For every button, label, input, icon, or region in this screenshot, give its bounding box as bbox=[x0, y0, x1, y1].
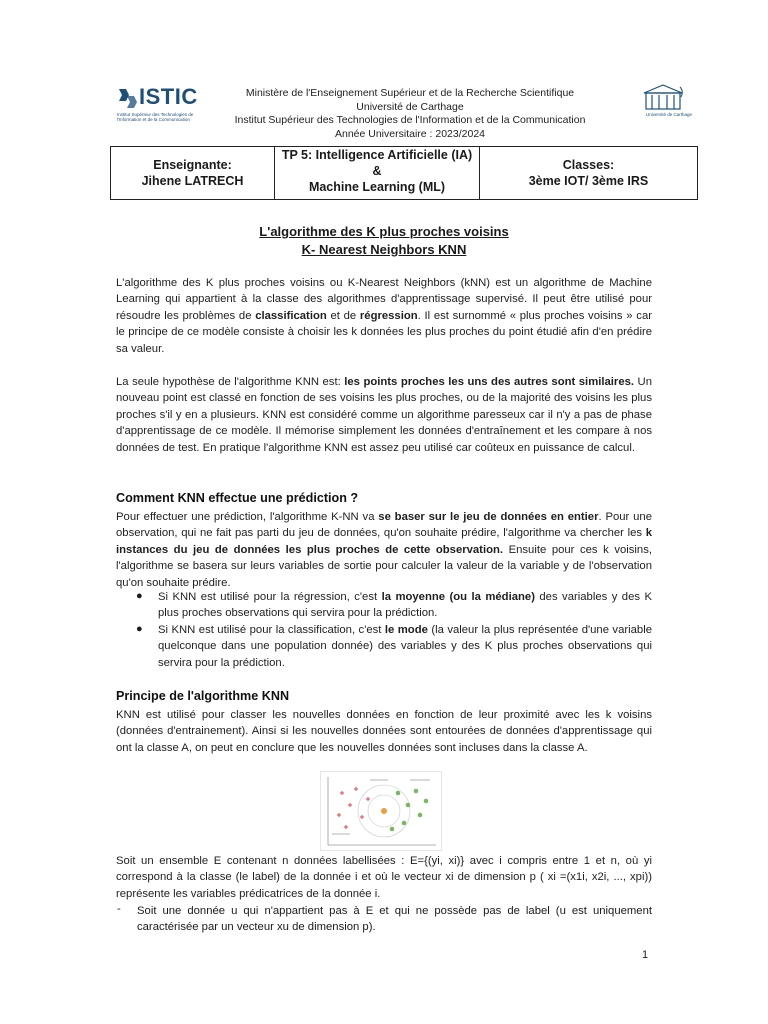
principle-paragraph: KNN est utilisé pour classer les nouvelles données en fonction de leur proximité avec les k voisins (données d'entrainement). Ainsi si les nouvelles données sont entourées de données d'apprentissage qui ont la classe A, on peut en conclure que les nouvelles données sont incluses dans la classe A. bbox=[116, 709, 652, 754]
institution-block bbox=[200, 87, 620, 141]
page-number: 1 bbox=[642, 949, 649, 961]
bold-text-run: régression bbox=[359, 309, 418, 322]
text-run: . Pour une observation, qui ne fait pas parti du jeu de données, qu'on souhaite prédire, l'algorithme va chercher les bbox=[116, 511, 652, 540]
istic-logo bbox=[117, 84, 197, 134]
text-run: et de bbox=[326, 309, 360, 322]
course-info-table bbox=[110, 146, 698, 200]
text-run: Si KNN est utilisé pour la régression, c'est bbox=[158, 591, 382, 603]
course-cell bbox=[275, 147, 480, 199]
teacher-label: Enseignante: bbox=[153, 158, 232, 172]
classes-label: Classes: bbox=[562, 158, 615, 172]
bullet-icon: ● bbox=[136, 590, 143, 602]
text-run: Ensuite pour ces k voisins, l'algorithme se basera sur leurs variables de sortie pour calculer la valeur de la variable y de l'observation qu'on souhaite prédire. bbox=[116, 543, 652, 589]
istic-mark-icon bbox=[117, 86, 137, 110]
bold-text-run: classification bbox=[255, 309, 327, 322]
university-building-icon bbox=[640, 83, 690, 113]
istic-logo-tagline: Institut Supérieur des Technologies de l'Information et de la Communication bbox=[117, 112, 194, 122]
intro-paragraph bbox=[116, 275, 652, 357]
istic-logo-text: ISTIC bbox=[139, 84, 198, 109]
document-subtitle: K- Nearest Neighbors KNN bbox=[301, 242, 467, 257]
bold-text-run: les points proches les uns des autres sont similaires. bbox=[344, 376, 635, 388]
definition-paragraph: Soit un ensemble E contenant n données labellisées : E={(yi, xi)} avec i compris entre 1 et n, où yi correspond à la classe (le label) de la donnée i et où le vecteur xi de dimension p ( xi =(x1i, x2i, ..., xpi)) représente les variables prédicatrices de la donnée i. bbox=[116, 855, 652, 900]
institution-line: Année Universitaire : 2023/2024 bbox=[334, 127, 485, 140]
bold-text-run: la moyenne (ou la médiane) bbox=[381, 591, 535, 603]
text-run: Un nouveau point est classé en fonction de ses voisins les plus proches, ou de la majorité des voisins les plus proches s'il y en a plusieurs. KNN est considéré comme un algorithme paresseux car il n'y a pas de phase d'apprentissage de ce modèle. Il mémorise simplement les données d'entraînement et les compare à nos données de test. En pratique l'algorithme KNN est assez peu utilisé car coûteux en puissance de calcul. bbox=[116, 376, 652, 454]
hypothesis-paragraph bbox=[116, 374, 652, 456]
bullet-regression bbox=[158, 589, 652, 622]
new-data-point bbox=[381, 808, 387, 814]
institution-line: Université de Carthage bbox=[356, 100, 464, 113]
bullet-icon: ● bbox=[136, 623, 143, 635]
classes-cell bbox=[480, 147, 697, 199]
bold-text-run: k instances du jeu de données les plus proches de cette observation. bbox=[116, 527, 652, 556]
prediction-paragraph bbox=[116, 509, 652, 591]
text-run: Si KNN est utilisé pour la classification, c'est bbox=[158, 624, 385, 636]
teacher-name: Jihene LATRECH bbox=[141, 174, 244, 188]
course-ampersand: & bbox=[372, 164, 382, 178]
knn-illustration bbox=[320, 771, 442, 851]
dash-bullet-icon: - bbox=[117, 903, 121, 915]
section-heading-prediction: Comment KNN effectue une prédiction ? bbox=[116, 491, 359, 505]
definition-list-item: Soit une donnée u qui n'appartient pas à E et qui ne possède pas de label (u est uniquement caractérisée par un vecteur xu de dimension p). bbox=[137, 905, 652, 934]
text-run: des variables y des K plus proches observations qui servira pour la prédiction. bbox=[158, 591, 652, 620]
classes-value: 3ème IOT/ 3ème IRS bbox=[528, 174, 649, 188]
course-title-line: Machine Learning (ML) bbox=[308, 180, 446, 194]
universite-carthage-logo bbox=[640, 83, 693, 125]
text-run: L'algorithme des K plus proches voisins ou K-Nearest Neighbors (kNN) est un algorithme de Machine Learning qui appartient à la classe des algorithmes d'apprentissage supervisé. Il peut être utilisé pour résoudre les problèmes de bbox=[116, 277, 652, 322]
text-run: Pour effectuer une prédiction, l'algorithme K-NN va bbox=[116, 511, 379, 523]
section-heading-principle: Principe de l'algorithme KNN bbox=[116, 689, 290, 703]
teacher-cell bbox=[111, 147, 275, 199]
bold-text-run: se baser sur le jeu de données en entier bbox=[378, 511, 599, 523]
universite-logo-tagline: Université de Carthage bbox=[646, 112, 693, 117]
bullet-classification bbox=[158, 622, 652, 671]
institution-line: Ministère de l'Enseignement Supérieur et de la Recherche Scientifique bbox=[245, 87, 575, 99]
document-title: L'algorithme des K plus proches voisins bbox=[259, 224, 509, 239]
text-run: . Il est surnommé « plus proches voisins » car le principe de ce modèle consiste à choisir les k données les plus proches du point étudié afin d'en prédire sa valeur. bbox=[116, 309, 652, 355]
course-title-line: TP 5: Intelligence Artificielle (IA) bbox=[281, 148, 473, 162]
text-run: (la valeur la plus représentée d'une variable quelconque dans une population donnée) des variables y des K plus proches observations qui servira pour la prédiction. bbox=[158, 624, 652, 669]
institution-line: Institut Supérieur des Technologies de l'Information et de la Communication bbox=[234, 114, 586, 127]
bold-text-run: le mode bbox=[384, 624, 428, 636]
text-run: La seule hypothèse de l'algorithme KNN est: bbox=[116, 376, 345, 388]
